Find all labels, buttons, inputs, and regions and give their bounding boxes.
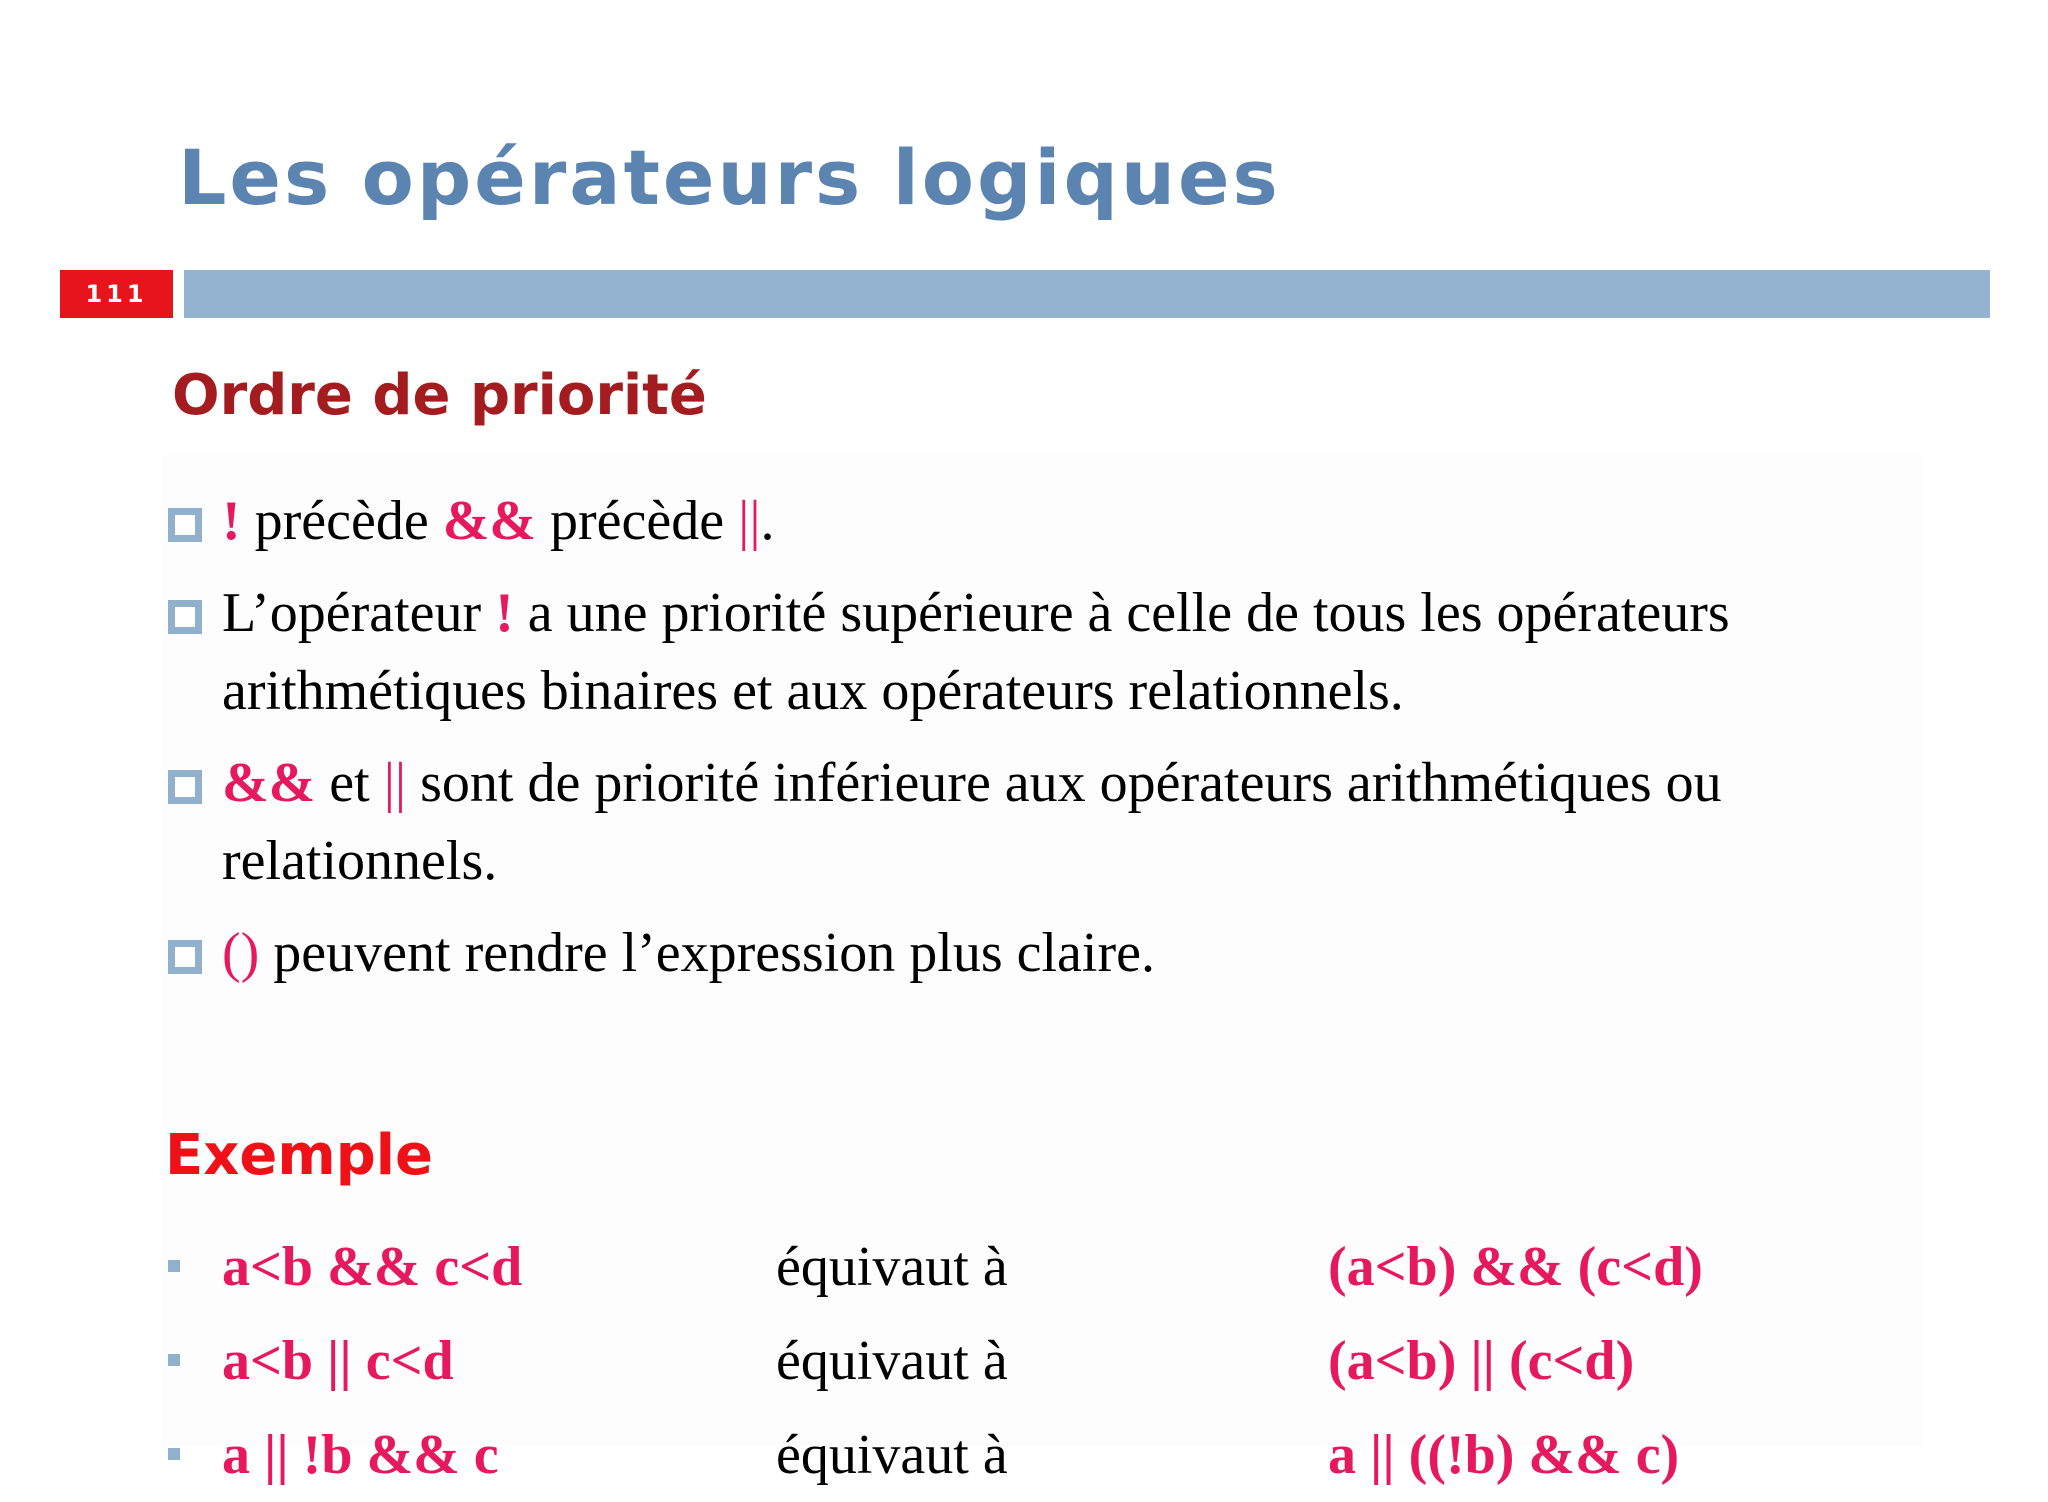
title-underline-bar (184, 270, 1990, 318)
small-square-icon (168, 1260, 180, 1272)
small-square-icon (168, 1354, 180, 1366)
text-segment: et (315, 752, 384, 814)
text-segment: a une priorité supérieure à celle de tous les opérateurs arithmétiques binaires et aux opérateurs relationnels. (222, 582, 1730, 722)
example-list (168, 1220, 1968, 1502)
example-equivalent: (a<b) || (c<d) (1328, 1330, 1635, 1392)
example-relation: équivaut à (776, 1424, 1008, 1486)
section-heading: Ordre de priorité (172, 363, 707, 428)
operator-token: && (222, 752, 316, 814)
text-segment: sont de priorité inférieure aux opérateurs arithmétiques ou relationnels. (222, 752, 1722, 892)
slide-title: Les opérateurs logiques (178, 133, 1281, 222)
example-row (168, 1314, 1968, 1408)
example-equivalent: (a<b) && (c<d) (1328, 1236, 1703, 1298)
small-square-icon (168, 1448, 180, 1460)
operator-token: ! (495, 582, 514, 644)
hollow-square-icon (168, 770, 202, 804)
text-segment: L’opérateur (222, 582, 496, 644)
example-expression: a || !b && c (222, 1424, 499, 1486)
example-expression: a<b || c<d (222, 1330, 454, 1392)
example-row (168, 1408, 1968, 1502)
priority-bullet-list (168, 482, 1928, 1006)
text-segment: peuvent rendre l’expression plus claire. (259, 922, 1155, 984)
operator-token: () (222, 922, 260, 984)
operator-token: || (738, 490, 761, 552)
bullet-item (168, 914, 1928, 992)
hollow-square-icon (168, 508, 202, 542)
text-segment: . (760, 490, 775, 552)
operator-token: ! (222, 490, 241, 552)
bullet-item (168, 574, 1928, 730)
hollow-square-icon (168, 940, 202, 974)
operator-token: || (383, 752, 407, 814)
operator-token: && (442, 490, 537, 552)
text-segment: précède (536, 490, 739, 552)
hollow-square-icon (168, 600, 202, 634)
example-expression: a<b && c<d (222, 1236, 523, 1298)
example-relation: équivaut à (776, 1236, 1008, 1298)
example-equivalent: a || ((!b) && c) (1328, 1424, 1680, 1486)
page-number: 111 (60, 270, 173, 318)
example-row (168, 1220, 1968, 1314)
bullet-text (222, 490, 775, 552)
example-relation: équivaut à (776, 1330, 1008, 1392)
bullet-item (168, 482, 1928, 560)
bullet-text (222, 582, 1730, 722)
bullet-text (222, 922, 1155, 984)
text-segment: précède (240, 490, 443, 552)
example-heading: Exemple (165, 1123, 433, 1188)
bullet-item (168, 744, 1928, 900)
bullet-text (222, 752, 1722, 892)
